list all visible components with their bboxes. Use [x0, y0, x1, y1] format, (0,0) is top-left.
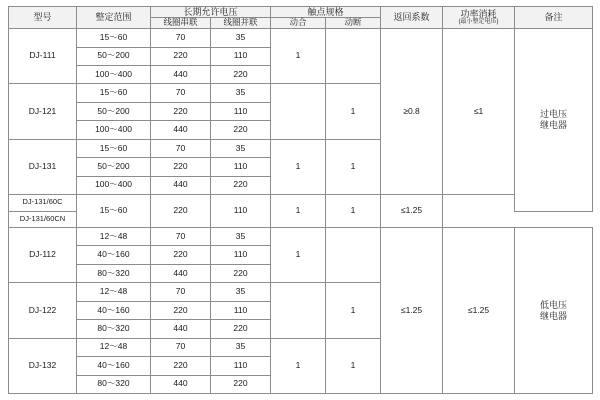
header-row-1: [9, 7, 593, 18]
cell-range: 80～320: [77, 264, 151, 282]
remark-under-line2: 继电器: [540, 310, 568, 321]
cell-dynamic-break: 1: [326, 338, 381, 393]
cell-coil-parallel: 110: [211, 47, 271, 65]
cell-range: 12～48: [77, 338, 151, 356]
cell-model-variant-1: DJ-131/60C: [9, 195, 77, 211]
cell-coil-series: 70: [151, 29, 211, 47]
cell-range: 100～400: [77, 65, 151, 83]
cell-dynamic-break: 1: [326, 139, 381, 194]
cell-range: 12～48: [77, 283, 151, 301]
cell-coil-parallel: 35: [211, 29, 271, 47]
cell-coil-series: 220: [151, 47, 211, 65]
header-setting-range: 整定范围: [77, 7, 151, 29]
cell-coil-parallel: 220: [211, 121, 271, 139]
cell-coil-series: 440: [151, 65, 211, 83]
table-row: [9, 228, 593, 246]
cell-dynamic-close: 1: [271, 29, 326, 84]
cell-coil-parallel: 35: [211, 228, 271, 246]
header-model: 型号: [9, 7, 77, 29]
cell-coil-parallel: 35: [211, 139, 271, 157]
table-header: [9, 7, 593, 29]
header-power-main: 功率消耗: [460, 9, 497, 20]
cell-coil-parallel: 35: [211, 338, 271, 356]
cell-range: 12～48: [77, 228, 151, 246]
cell-range: 50～200: [77, 158, 151, 176]
cell-coil-parallel: 220: [211, 65, 271, 83]
cell-range: 80～320: [77, 375, 151, 393]
cell-range: 100～400: [77, 121, 151, 139]
cell-coil-parallel: 110: [211, 158, 271, 176]
header-power-note: (最小整定电压): [458, 19, 499, 26]
cell-coil-series: 440: [151, 121, 211, 139]
cell-coil-parallel: 110: [211, 301, 271, 319]
cell-coil-series: 220: [151, 357, 211, 375]
cell-coil-series: 220: [151, 246, 211, 264]
table-row: [9, 29, 593, 47]
cell-coil-parallel: 35: [211, 84, 271, 102]
cell-coil-parallel: 110: [211, 195, 271, 228]
cell-dynamic-break: [326, 29, 381, 84]
cell-return-coefficient-under: ≤1.25: [381, 228, 443, 394]
cell-coil-series: 70: [151, 84, 211, 102]
cell-return-coefficient-over: ≥0.8: [381, 29, 443, 195]
table-row: [9, 195, 593, 211]
cell-range: 40～160: [77, 246, 151, 264]
cell-coil-parallel: 220: [211, 264, 271, 282]
cell-range: 100～400: [77, 176, 151, 194]
cell-dynamic-close: [271, 283, 326, 338]
cell-range: 15～60: [77, 195, 151, 228]
cell-remark-under-voltage: [515, 228, 593, 394]
cell-model: DJ-122: [9, 283, 77, 338]
cell-coil-series: 440: [151, 320, 211, 338]
header-remark: 备注: [515, 7, 593, 29]
header-dynamic-close: 动合: [271, 18, 326, 29]
cell-range: 40～160: [77, 301, 151, 319]
cell-coil-series: 70: [151, 139, 211, 157]
header-power-consumption: [443, 7, 515, 29]
cell-power-2: ≤1.25: [381, 195, 443, 228]
cell-coil-parallel: 35: [211, 283, 271, 301]
cell-power-3: ≤1.25: [443, 228, 515, 394]
cell-coil-series: 70: [151, 228, 211, 246]
cell-range: 50～200: [77, 47, 151, 65]
header-contact-spec: 触点规格: [271, 7, 381, 18]
remark-over-line2: 继电器: [540, 119, 568, 130]
header-long-term-voltage: 长期允许电压: [151, 7, 271, 18]
cell-coil-series: 220: [151, 102, 211, 120]
cell-dynamic-close: 1: [271, 228, 326, 283]
cell-model: DJ-112: [9, 228, 77, 283]
cell-dynamic-break: 1: [326, 84, 381, 139]
cell-remark-over-voltage: [515, 29, 593, 211]
cell-coil-series: 70: [151, 338, 211, 356]
header-coil-parallel: 线圈并联: [211, 18, 271, 29]
cell-range: 15～60: [77, 29, 151, 47]
cell-dynamic-close: 1: [271, 195, 326, 228]
cell-coil-parallel: 220: [211, 176, 271, 194]
cell-dynamic-break: [326, 228, 381, 283]
cell-dynamic-break: 1: [326, 195, 381, 228]
cell-model: DJ-121: [9, 84, 77, 139]
cell-model: DJ-111: [9, 29, 77, 84]
cell-coil-parallel: 220: [211, 375, 271, 393]
cell-coil-series: 220: [151, 195, 211, 228]
cell-dynamic-close: [271, 84, 326, 139]
relay-specification-table: [8, 6, 593, 394]
cell-model: DJ-131: [9, 139, 77, 194]
header-dynamic-break: 动断: [326, 18, 381, 29]
cell-range: 15～60: [77, 84, 151, 102]
cell-coil-series: 220: [151, 301, 211, 319]
cell-coil-series: 440: [151, 176, 211, 194]
cell-range: 50～200: [77, 102, 151, 120]
cell-coil-series: 440: [151, 375, 211, 393]
cell-coil-parallel: 110: [211, 102, 271, 120]
remark-under-line1: 低电压: [540, 300, 568, 311]
table-body: [9, 29, 593, 394]
cell-coil-parallel: 110: [211, 246, 271, 264]
header-coil-series: 线圈串联: [151, 18, 211, 29]
cell-range: 15～60: [77, 139, 151, 157]
cell-range: 80～320: [77, 320, 151, 338]
cell-power-1: ≤1: [443, 29, 515, 195]
cell-coil-series: 70: [151, 283, 211, 301]
header-return-coefficient: 返回系数: [381, 7, 443, 29]
cell-model-variant-2: DJ-131/60CN: [9, 211, 77, 227]
remark-over-line1: 过电压: [540, 109, 568, 120]
cell-coil-parallel: 220: [211, 320, 271, 338]
cell-range: 40～160: [77, 357, 151, 375]
cell-coil-parallel: 110: [211, 357, 271, 375]
cell-dynamic-break: 1: [326, 283, 381, 338]
cell-coil-series: 220: [151, 158, 211, 176]
cell-model: DJ-132: [9, 338, 77, 393]
cell-coil-series: 440: [151, 264, 211, 282]
cell-dynamic-close: 1: [271, 139, 326, 194]
cell-dynamic-close: 1: [271, 338, 326, 393]
